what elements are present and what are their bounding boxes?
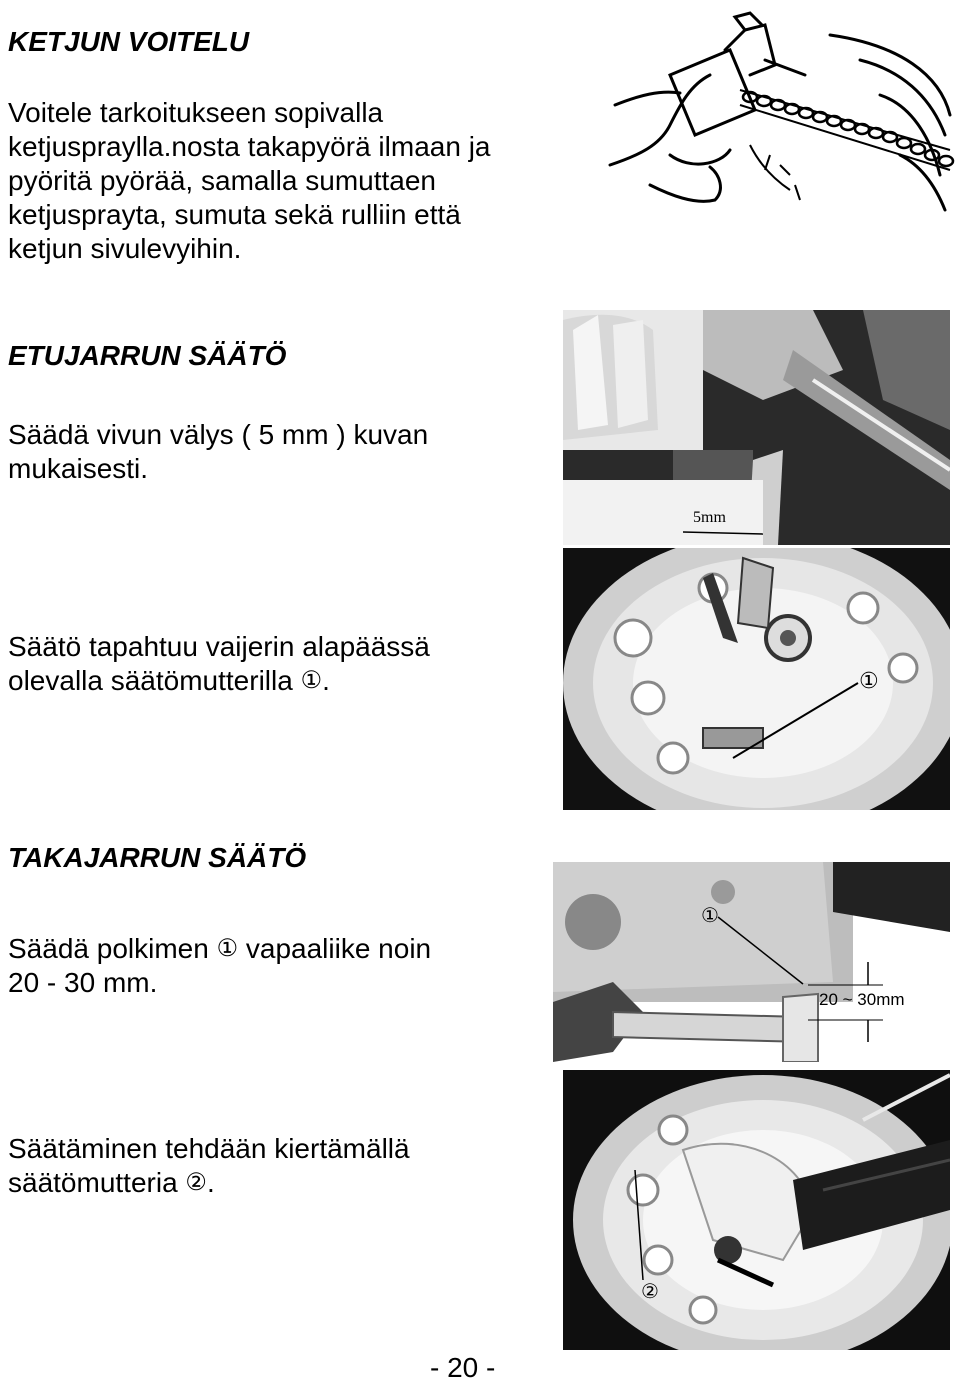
text-line	[8, 932, 431, 966]
rear-brake-text	[8, 932, 431, 1000]
brake-lever-photo	[563, 310, 950, 545]
lever-gap-label: 5mm	[693, 509, 726, 526]
text-line: Säätö tapahtuu vaijerin alapäässä	[8, 631, 430, 662]
text-fragment: Säädä polkimen	[8, 933, 217, 964]
adjust-nut-callout: ②	[641, 1279, 659, 1303]
brake-pedal-photo	[553, 862, 950, 1062]
text-line: mukaisesti.	[8, 453, 149, 484]
adjust-nut-marker: ①	[300, 667, 323, 694]
text-line: 20 - 30 mm.	[8, 967, 158, 998]
pedal-travel-label: 20 ~ 30mm	[819, 990, 905, 1009]
chain-lubrication-text	[8, 96, 490, 266]
text-fragment: olevalla säätömutterilla	[8, 665, 301, 696]
page-number: - 20 -	[430, 1352, 496, 1383]
rear-brake-adjust-text	[8, 1132, 410, 1200]
text-line: pyöritä pyörää, samalla sumuttaen	[8, 165, 436, 196]
text-line: ketjusprayta, sumuta sekä rulliin että	[8, 199, 461, 230]
adjust-nut-callout: ①	[859, 669, 879, 694]
text-line	[8, 1166, 410, 1200]
text-fragment: .	[322, 665, 330, 696]
text-line: Säädä vivun välys ( 5 mm ) kuvan	[8, 419, 429, 450]
text-line: ketjun sivulevyihin.	[8, 233, 242, 264]
front-brake-heading: ETUJARRUN SÄÄTÖ	[8, 340, 287, 371]
text-fragment: .	[206, 1167, 215, 1198]
text-line: ketjusprayllа.nosta takapyörä ilmaan ja	[8, 131, 491, 162]
chain-lubrication-heading: KETJUN VOITELU	[8, 26, 250, 57]
adjust-nut-marker: ②	[185, 1169, 207, 1196]
pedal-marker: ①	[216, 935, 239, 962]
rear-brake-heading: TAKAJARRUN SÄÄTÖ	[8, 842, 307, 873]
text-fragment: vapaaliike noin	[238, 933, 432, 964]
text-line: Säätäminen tehdään kiertämällä	[8, 1133, 410, 1164]
chain-spray-illustration	[600, 5, 955, 220]
text-line: Voitele tarkoitukseen sopivalla	[8, 97, 384, 128]
front-brake-drum-photo	[563, 548, 950, 810]
text-line	[8, 664, 430, 698]
pedal-callout: ①	[701, 903, 719, 927]
text-fragment: säätömutteria	[8, 1167, 186, 1198]
rear-brake-drum-photo	[563, 1070, 950, 1350]
front-brake-adjust-text	[8, 630, 430, 698]
front-brake-text	[8, 418, 428, 486]
